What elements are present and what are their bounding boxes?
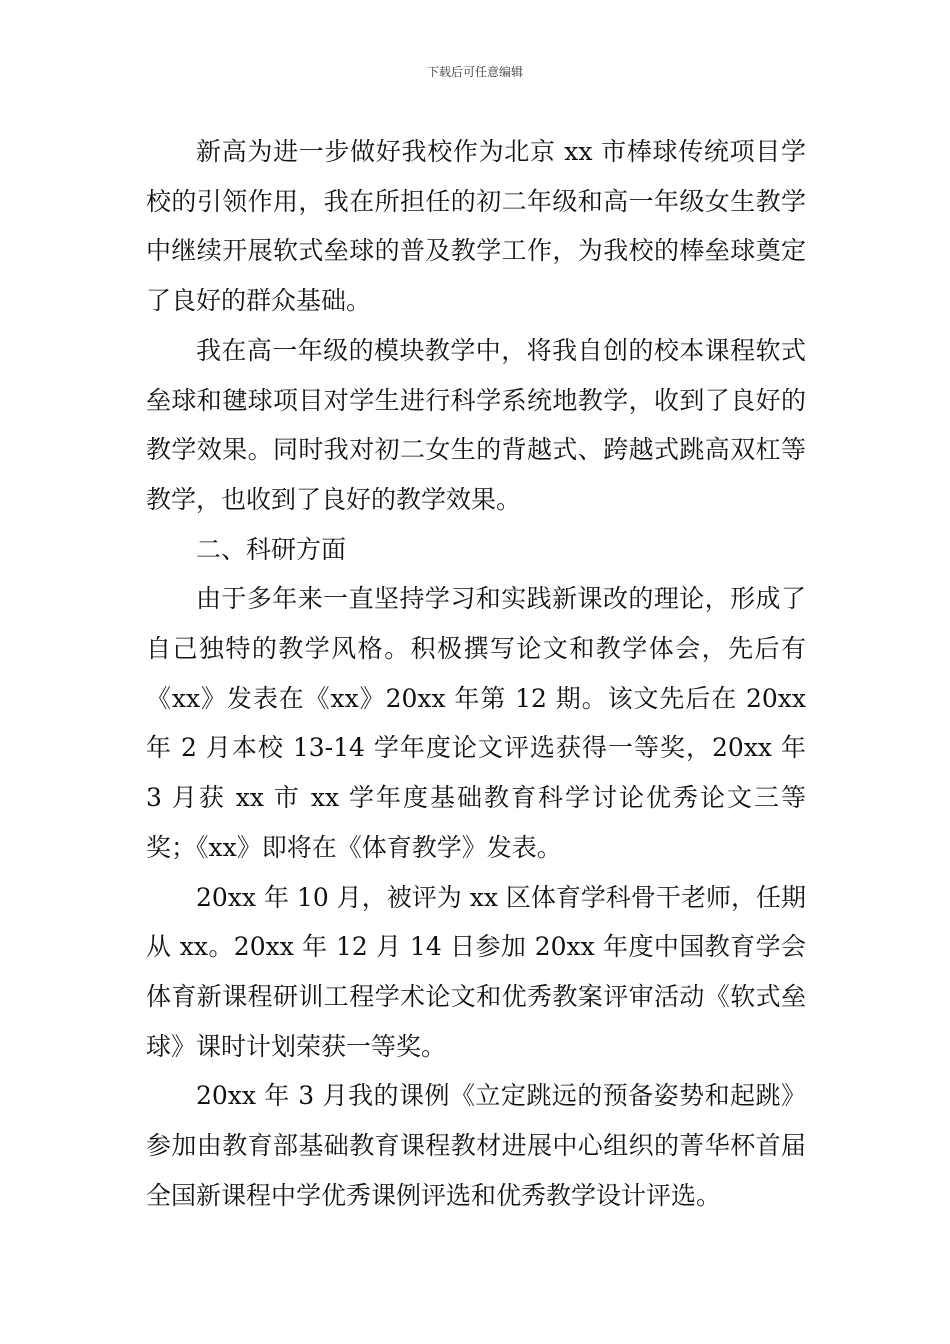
paragraph-baseball-leadership: 新高为进一步做好我校作为北京 xx 市棒球传统项目学校的引领作用，我在所担任的初二年级和高一年级女生教学中继续开展软式垒球的普及教学工作，为我校的棒垒球奠定了良好的群众基础。 xyxy=(146,137,806,316)
paragraph-module-teaching: 我在高一年级的模块教学中，将我自创的校本课程软式垒球和毽球项目对学生进行科学系统地教学，收到了良好的教学效果。同时我对初二女生的背越式、跨越式跳高双杠等教学，也收到了良好的教学效果。 xyxy=(146,335,806,514)
paragraph-papers: 由于多年来一直坚持学习和实践新课改的理论，形成了自己独特的教学风格。积极撰写论文和教学体会，先后有《xx》发表在《xx》20xx 年第 12 期。该文先后在 20xx 年 2 月本校 13-14 学年度论文评选获得一等奖，20xx 年 3 月获 xx 市 xx 学年度基础教育科学讨论优秀论文三等奖；《xx》即将在《体育教学》发表。 xyxy=(146,584,806,862)
section-heading-research: 二、科研方面 xyxy=(196,534,347,564)
page-header: 下载后可任意编辑 xyxy=(426,65,523,79)
paragraph-course-case: 20xx 年 3 月我的课例《立定跳远的预备姿势和起跳》参加由教育部基础教育课程教材进展中心组织的菁华杯首届全国新课程中学优秀课例评选和优秀教学设计评选。 xyxy=(146,1081,806,1210)
document-body xyxy=(146,127,806,1220)
paragraph-backbone-teacher: 20xx 年 10 月，被评为 xx 区体育学科骨干老师，任期从 xx。20xx 年 12 月 14 日参加 20xx 年度中国教育学会体育新课程研训工程学术论文和优秀教案评审活动《软式垒球》课时计划荣获一等奖。 xyxy=(146,882,806,1061)
